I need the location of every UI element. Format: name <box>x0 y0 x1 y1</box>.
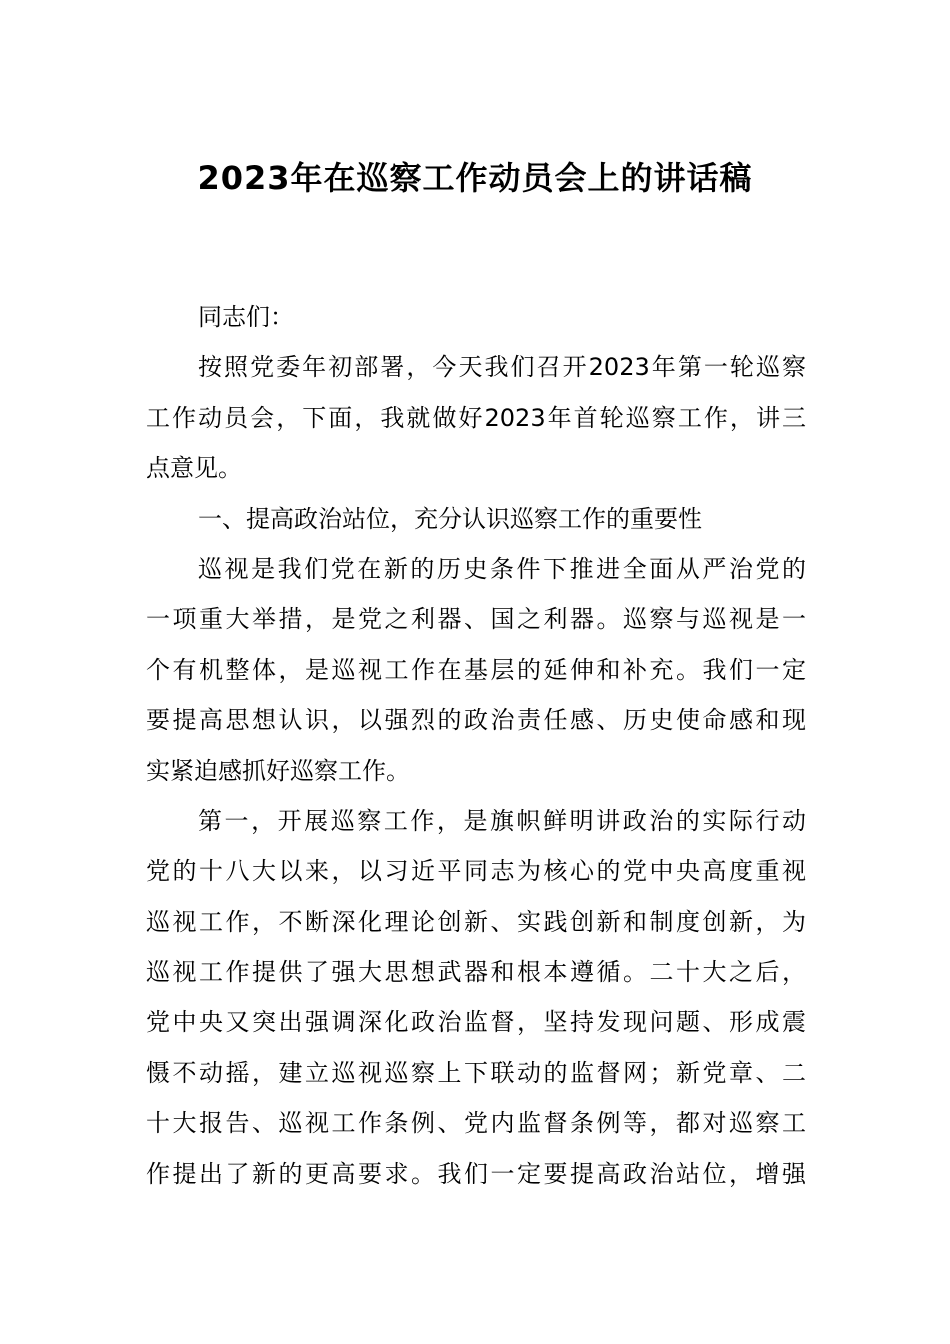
paragraph-line: 党中央又突出强调深化政治监督，坚持发现问题、形成震 <box>146 1008 806 1037</box>
document-title: 2023年在巡察工作动员会上的讲话稿 <box>197 159 753 197</box>
paragraph-line: 巡视工作提供了强大思想武器和根本遵循。二十大之后， <box>146 958 806 987</box>
paragraph-line: 一项重大举措，是党之利器、国之利器。巡察与巡视是一 <box>146 605 806 634</box>
salutation-line: 同志们： <box>198 303 294 331</box>
paragraph-line: 十大报告、巡视工作条例、党内监督条例等，都对巡察工 <box>146 1109 806 1138</box>
paragraph-line: 党的十八大以来，以习近平同志为核心的党中央高度重视 <box>146 857 806 886</box>
paragraph-line: 实紧迫感抓好巡察工作。 <box>146 756 410 785</box>
paragraph-line: 个有机整体，是巡视工作在基层的延伸和补充。我们一定 <box>146 655 806 684</box>
paragraph-line: 慑不动摇，建立巡视巡察上下联动的监督网；新党章、二 <box>146 1058 806 1087</box>
paragraph-line: 工作动员会，下面，我就做好2023年首轮巡察工作，讲三 <box>146 403 806 432</box>
subsection-heading: 第一，开展巡察工作，是旗帜鲜明讲政治的实际行动 <box>198 806 806 835</box>
paragraph-line: 要提高思想认识，以强烈的政治责任感、历史使命感和现 <box>146 706 806 735</box>
section-heading: 一、提高政治站位，充分认识巡察工作的重要性 <box>198 504 702 533</box>
paragraph-line: 点意见。 <box>146 454 242 483</box>
paragraph-line: 巡视工作，不断深化理论创新、实践创新和制度创新，为 <box>146 907 806 936</box>
paragraph-line: 巡视是我们党在新的历史条件下推进全面从严治党的 <box>198 554 806 583</box>
paragraph-line: 作提出了新的更高要求。我们一定要提高政治站位，增强 <box>146 1159 806 1188</box>
document-body <box>146 292 806 1199</box>
paragraph-line: 按照党委年初部署，今天我们召开2023年第一轮巡察 <box>198 353 806 382</box>
